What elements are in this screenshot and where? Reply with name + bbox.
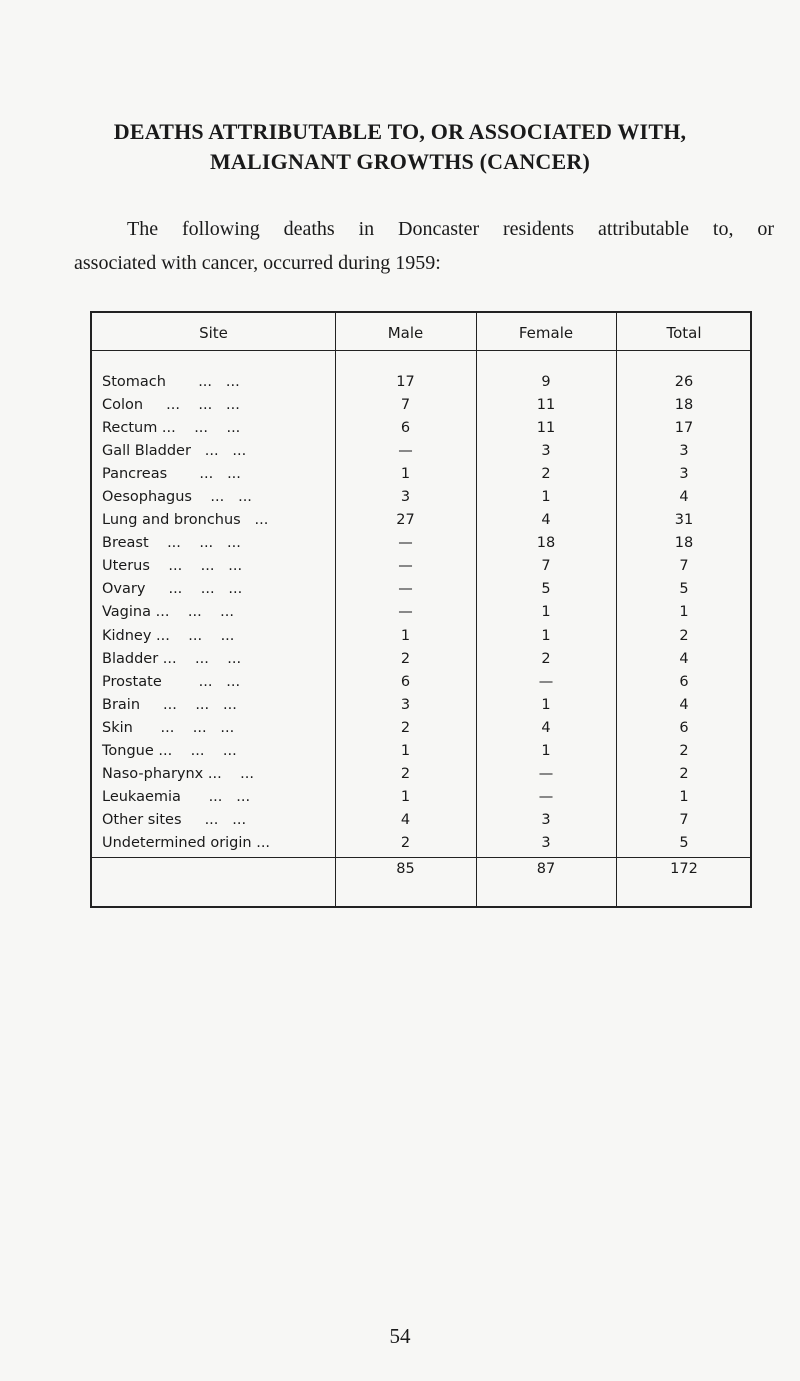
total-cell: 31 [674, 512, 694, 529]
male-cell: — [398, 558, 413, 575]
total-cell: 7 [679, 811, 689, 828]
female-cell: 1 [541, 627, 551, 644]
female-cell: 3 [541, 811, 551, 828]
female-cell: — [538, 765, 554, 782]
table-row [92, 625, 750, 648]
site-cell: Colon ... ... ... [102, 397, 240, 414]
table-row [92, 648, 750, 671]
male-cell: — [398, 604, 413, 621]
female-cell: 5 [541, 581, 551, 598]
total-cell: 26 [674, 374, 694, 390]
site-cell: Stomach ... ... [102, 374, 240, 390]
site-cell: Naso-pharynx ... ... [102, 765, 254, 782]
male-cell: 2 [400, 834, 411, 851]
header-site: Site [199, 324, 228, 342]
female-cell: — [538, 673, 554, 690]
female-cell: 18 [536, 535, 556, 552]
table-row [92, 463, 750, 486]
male-cell: — [398, 535, 413, 552]
female-cell: 1 [541, 696, 551, 713]
total-female: 87 [536, 861, 556, 877]
table-row [92, 694, 750, 717]
header-female: Female [518, 324, 574, 342]
site-cell: Gall Bladder ... ... [102, 443, 247, 460]
heading-line-2: MALIGNANT GROWTHS (CANCER) [209, 149, 591, 174]
site-cell: Ovary ... ... ... [102, 581, 243, 598]
male-cell: 1 [400, 466, 411, 483]
female-cell: 4 [541, 512, 551, 529]
male-cell: 2 [400, 719, 411, 736]
table-row [92, 786, 750, 809]
male-cell: — [398, 443, 413, 460]
site-cell: Prostate ... ... [102, 673, 241, 690]
total-cell: 5 [679, 834, 689, 851]
female-cell: 4 [541, 719, 551, 736]
total-cell: 2 [679, 627, 689, 644]
table-row [92, 832, 750, 855]
table-row [92, 671, 750, 694]
site-cell: Uterus ... ... ... [102, 558, 243, 575]
heading-line-1: DEATHS ATTRIBUTABLE TO, OR ASSOCIATED WITH, [113, 119, 687, 144]
table-row [92, 509, 750, 532]
female-cell: 3 [541, 834, 551, 851]
page-number: 54 [389, 1324, 411, 1348]
table-row [92, 532, 750, 555]
total-cell: 2 [679, 765, 689, 782]
site-cell: Skin ... ... ... [102, 719, 235, 736]
site-cell: Leukaemia ... ... [102, 788, 251, 805]
male-cell: 17 [396, 374, 415, 390]
site-cell: Vagina ... ... ... [102, 604, 234, 621]
total-cell: 4 [679, 489, 689, 506]
site-cell: Tongue ... ... ... [102, 742, 237, 759]
table-row [92, 578, 750, 601]
female-cell: 2 [541, 466, 551, 483]
site-cell: Brain ... ... ... [102, 696, 237, 713]
female-cell: 9 [541, 374, 551, 390]
site-cell: Lung and bronchus ... [102, 512, 269, 529]
header-total: Total [666, 324, 702, 342]
male-cell: 7 [400, 397, 411, 414]
female-cell: 3 [541, 443, 551, 460]
page-heading [0, 117, 800, 177]
female-cell: 7 [541, 558, 551, 575]
table-row [92, 717, 750, 740]
site-cell: Other sites ... ... [102, 811, 247, 828]
table-body [92, 371, 750, 855]
female-cell: 11 [536, 420, 556, 437]
site-cell: Pancreas ... ... [102, 466, 241, 483]
total-cell: 1 [679, 604, 689, 621]
female-cell: 1 [541, 489, 551, 506]
total-cell: 18 [674, 397, 694, 414]
header-male: Male [387, 324, 424, 342]
total-cell: 17 [674, 420, 694, 437]
female-cell: 11 [536, 397, 556, 414]
total-cell: 4 [679, 650, 689, 667]
total-cell: 3 [679, 466, 689, 483]
female-cell: 2 [541, 650, 551, 667]
table-row [92, 740, 750, 763]
site-cell: Bladder ... ... ... [102, 650, 242, 667]
table-row [92, 394, 750, 417]
site-cell: Breast ... ... ... [102, 535, 241, 552]
total-male: 85 [396, 861, 415, 877]
total-all: 172 [670, 861, 698, 877]
male-cell: 4 [400, 811, 411, 828]
male-cell: 27 [396, 512, 415, 529]
total-cell: 2 [679, 742, 689, 759]
male-cell: 3 [400, 489, 411, 506]
female-cell: 1 [541, 604, 551, 621]
cancer-deaths-table [90, 311, 752, 908]
total-cell: 6 [679, 673, 689, 690]
total-cell: 3 [679, 443, 689, 460]
site-cell: Undetermined origin ... [102, 834, 271, 851]
male-cell: 1 [400, 627, 411, 644]
intro-paragraph [74, 212, 774, 280]
site-cell: Rectum ... ... ... [102, 420, 241, 437]
table-row [92, 763, 750, 786]
total-cell: 4 [679, 696, 689, 713]
male-cell: — [398, 581, 413, 598]
male-cell: 2 [400, 650, 411, 667]
table-row [92, 555, 750, 578]
male-cell: 6 [400, 420, 411, 437]
female-cell: 1 [541, 742, 551, 759]
total-cell: 1 [679, 788, 689, 805]
table-row [92, 601, 750, 624]
total-cell: 18 [674, 535, 694, 552]
female-cell: — [538, 788, 554, 805]
male-cell: 1 [400, 742, 411, 759]
table-row [92, 371, 750, 394]
total-cell: 6 [679, 719, 689, 736]
male-cell: 6 [400, 673, 411, 690]
male-cell: 3 [400, 696, 411, 713]
table-row [92, 440, 750, 463]
site-cell: Kidney ... ... ... [102, 627, 235, 644]
total-cell: 7 [679, 558, 689, 575]
male-cell: 1 [400, 788, 411, 805]
table-row [92, 486, 750, 509]
intro-line-1: The following deaths in Doncaster residents attributable to, or [127, 218, 774, 240]
total-cell: 5 [679, 581, 689, 598]
male-cell: 2 [400, 765, 411, 782]
totals-row [92, 858, 750, 881]
table-row [92, 417, 750, 440]
table-row [92, 809, 750, 832]
intro-line-2: associated with cancer, occurred during 1959: [74, 252, 441, 274]
site-cell: Oesophagus ... ... [102, 489, 252, 506]
